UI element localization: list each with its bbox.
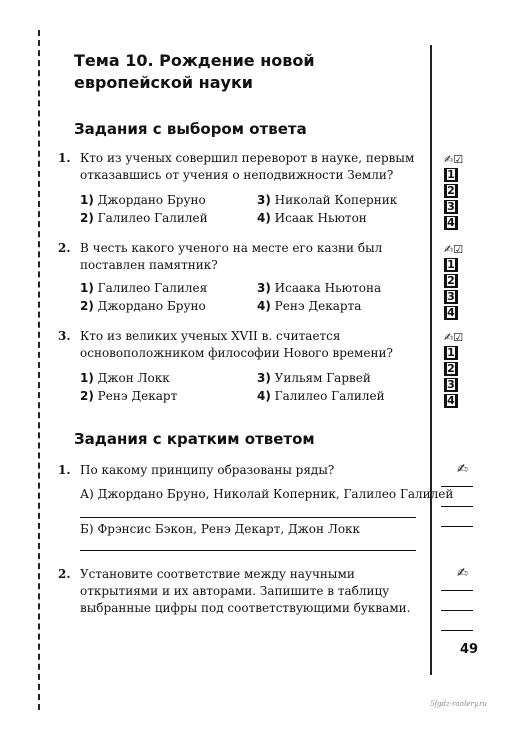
option: 2) Галилео Галилей [80,211,208,225]
question-number: 1. [58,151,71,165]
answer-box[interactable]: 2 [444,184,458,198]
row-a: А) Джордано Бруно, Николай Коперник, Галилео Галилей [80,487,454,501]
page-number: 49 [460,642,479,657]
choice-question-2 [58,240,423,274]
pen-icon: ✍ [457,566,468,581]
answer-line[interactable] [441,486,473,487]
answer-boxes-3[interactable] [444,346,460,410]
answer-line[interactable] [441,630,473,631]
option: 4) Ренэ Декарта [257,299,362,313]
question-number: 2. [58,241,71,255]
answer-box[interactable]: 1 [444,346,458,360]
answer-box[interactable]: 3 [444,200,458,214]
row-b: Б) Фрэнсис Бэкон, Ренэ Декарт, Джон Локк [80,522,361,536]
option: 3) Уильям Гарвей [257,371,371,385]
answer-line[interactable] [80,550,416,551]
question-text: Кто из великих ученых XVII в. считается основоположником философии Нового времени? [80,329,393,360]
answer-box[interactable]: 3 [444,378,458,392]
answer-boxes-2[interactable] [444,258,460,322]
question-text: В честь какого ученого на месте его казни был поставлен памятник? [80,241,383,272]
question-number: 1. [58,463,71,477]
question-text: Кто из ученых совершил переворот в науке, первым отказавшись от учения о неподвижности Земли? [80,151,415,182]
short-question-1 [58,462,423,479]
short-question-2 [58,566,423,617]
answer-box[interactable]: 1 [444,258,458,272]
margin-divider [430,45,432,675]
answer-line[interactable] [441,590,473,591]
check-icon: ✍☑ [444,331,464,344]
question-text: Установите соответствие между научными открытиями и их авторами. Запишите в таблицу выбранные цифры под соответствующими буквами. [80,567,411,615]
answer-box[interactable]: 3 [444,290,458,304]
check-icon: ✍☑ [444,243,464,256]
answer-line[interactable] [80,517,416,518]
question-number: 2. [58,567,71,581]
answer-box[interactable]: 4 [444,216,458,230]
section-choice-heading: Задания с выбором ответа [74,120,307,138]
question-number: 3. [58,329,71,343]
option: 4) Галилео Галилей [257,389,385,403]
choice-question-1 [58,150,423,184]
answer-box[interactable]: 4 [444,394,458,408]
cut-line [38,30,40,710]
question-text: По какому принципу образованы ряды? [80,463,335,477]
answer-box[interactable]: 4 [444,306,458,320]
option: 3) Исаака Ньютона [257,281,382,295]
option: 4) Исаак Ньютон [257,211,367,225]
page-title: Тема 10. Рождение новой европейской науки [74,51,315,92]
answer-line[interactable] [441,506,473,507]
answer-boxes-1[interactable] [444,168,460,232]
answer-line[interactable] [441,526,473,527]
check-icon: ✍☑ [444,153,464,166]
choice-question-3 [58,328,423,362]
answer-line[interactable] [441,610,473,611]
answer-box[interactable]: 1 [444,168,458,182]
answer-box[interactable]: 2 [444,274,458,288]
option: 1) Джон Локк [80,371,170,385]
pen-icon: ✍ [457,462,468,477]
answer-box[interactable]: 2 [444,362,458,376]
option: 2) Джордано Бруно [80,299,206,313]
option: 2) Ренэ Декарт [80,389,178,403]
option: 1) Джордано Бруно [80,193,206,207]
option: 3) Николай Коперник [257,193,398,207]
option: 1) Галилео Галилея [80,281,208,295]
watermark: 5fgdz-ranlery.ru [430,700,487,708]
section-short-heading: Задания с кратким ответом [74,430,315,448]
